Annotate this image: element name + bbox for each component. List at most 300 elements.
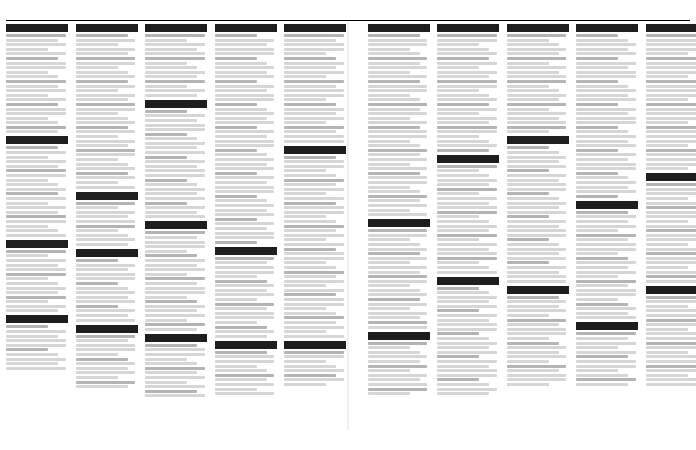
- listing-line: [215, 316, 275, 319]
- listing-line: [576, 225, 636, 228]
- listing-line: [145, 80, 205, 83]
- channel-block: [215, 24, 277, 244]
- listing-line: [437, 328, 497, 331]
- listing-line: [507, 98, 559, 101]
- listing-line: [284, 188, 344, 191]
- listing-line: [507, 266, 567, 269]
- listing-line: [76, 234, 128, 237]
- listing-line: [646, 238, 696, 241]
- listing-line: [507, 248, 567, 251]
- listing-line: [284, 179, 344, 182]
- listing-line: [437, 229, 489, 232]
- listing-line: [76, 202, 136, 205]
- listing-line: [437, 369, 497, 372]
- listing-line: [6, 330, 66, 333]
- listing-line: [646, 243, 688, 246]
- listing-line: [437, 291, 489, 294]
- listing-line: [576, 243, 636, 246]
- listing-line: [76, 273, 136, 276]
- listing-line: [76, 85, 136, 88]
- listing-line: [646, 188, 696, 191]
- listing-line: [368, 153, 420, 156]
- channel-header: [145, 24, 207, 32]
- listing-line: [284, 206, 344, 209]
- channel-header: [507, 136, 569, 144]
- listing-line: [6, 179, 48, 182]
- listing-line: [6, 94, 48, 97]
- listing-line: [215, 43, 267, 46]
- listing-line: [368, 71, 410, 74]
- listing-line: [215, 289, 267, 292]
- listing-line: [284, 378, 344, 381]
- listing-line: [646, 183, 696, 186]
- listing-line: [6, 34, 66, 37]
- listing-line: [507, 117, 559, 120]
- channel-block: [145, 100, 207, 219]
- listing-line: [437, 323, 497, 326]
- listing-line: [284, 66, 336, 69]
- listing-line: [646, 48, 696, 51]
- channel-block: [145, 221, 207, 330]
- listing-line: [437, 108, 497, 111]
- listing-line: [437, 183, 489, 186]
- listing-line: [284, 117, 344, 120]
- listing-line: [576, 332, 636, 335]
- listing-line: [437, 342, 497, 345]
- listing-line: [145, 197, 205, 200]
- listing-line: [437, 117, 497, 120]
- listing-line: [6, 287, 66, 290]
- page-gutter: [347, 22, 349, 430]
- listing-line: [215, 355, 275, 358]
- listing-line: [76, 211, 136, 214]
- listing-line: [215, 312, 275, 315]
- listing-line: [646, 66, 696, 69]
- listing-line: [215, 298, 257, 301]
- listing-line: [576, 337, 628, 340]
- listing-line: [576, 112, 628, 115]
- listing-line: [576, 298, 618, 301]
- listing-line: [145, 300, 197, 303]
- listing-line: [576, 80, 618, 83]
- listing-line: [576, 280, 636, 283]
- listing-line: [576, 94, 628, 97]
- listing-line: [145, 376, 205, 379]
- listing-line: [284, 261, 326, 264]
- listing-line: [646, 323, 696, 326]
- listing-line: [284, 225, 344, 228]
- listing-line: [368, 89, 428, 92]
- listing-line: [145, 323, 205, 326]
- listing-line: [284, 326, 344, 329]
- channel-block: [145, 24, 207, 97]
- listing-line: [507, 271, 559, 274]
- listing-line: [646, 62, 696, 65]
- listing-line: [507, 220, 567, 223]
- listing-line: [284, 140, 344, 143]
- listing-line: [215, 158, 275, 161]
- listing-line: [6, 305, 66, 308]
- listing-line: [507, 169, 549, 172]
- listing-line: [145, 353, 205, 356]
- listing-line: [215, 218, 257, 221]
- channel-block: [368, 24, 430, 216]
- listing-line: [507, 229, 567, 232]
- listing-line: [284, 335, 344, 338]
- listing-line: [368, 392, 410, 395]
- listing-line: [576, 252, 618, 255]
- listing-line: [76, 238, 136, 241]
- listing-line: [437, 66, 479, 69]
- listing-line: [576, 351, 636, 354]
- listing-line: [646, 108, 696, 111]
- listing-line: [507, 112, 567, 115]
- listing-line: [507, 126, 567, 129]
- listing-line: [646, 144, 688, 147]
- channel-header: [145, 334, 207, 342]
- listing-line: [507, 183, 567, 186]
- listing-line: [437, 365, 489, 368]
- listing-line: [507, 103, 567, 106]
- listing-line: [6, 220, 66, 223]
- listing-line: [76, 52, 128, 55]
- listing-line: [145, 268, 205, 271]
- listing-line: [437, 130, 497, 133]
- listing-line: [437, 257, 497, 260]
- listing-line: [437, 287, 479, 290]
- listing-line: [368, 172, 420, 175]
- listing-line: [215, 34, 257, 37]
- listing-line: [437, 57, 489, 60]
- listing-line: [576, 266, 628, 269]
- listing-line: [6, 66, 66, 69]
- listing-line: [437, 271, 497, 274]
- listing-line: [507, 215, 549, 218]
- listing-line: [437, 75, 489, 78]
- listing-line: [284, 52, 326, 55]
- listing-line: [284, 103, 336, 106]
- listing-line: [76, 126, 128, 129]
- listing-line: [507, 151, 559, 154]
- listing-line: [76, 348, 136, 351]
- listing-line: [76, 43, 118, 46]
- listing-line: [76, 167, 136, 170]
- listing-line: [646, 85, 696, 88]
- listing-line: [646, 229, 696, 232]
- listing-line: [6, 264, 58, 267]
- listing-line: [646, 117, 696, 120]
- listing-line: [76, 282, 118, 285]
- listing-line: [576, 275, 618, 278]
- listing-line: [437, 43, 479, 46]
- listing-line: [6, 43, 66, 46]
- listing-line: [145, 151, 205, 154]
- listing-line: [215, 80, 257, 83]
- channel-block: [368, 332, 430, 396]
- listing-line: [6, 48, 48, 51]
- listing-line: [437, 48, 489, 51]
- listing-line: [437, 39, 497, 42]
- listing-line: [6, 268, 66, 271]
- listing-line: [507, 300, 567, 303]
- channel-header: [576, 322, 638, 330]
- listing-line: [6, 98, 66, 101]
- listing-line: [6, 335, 58, 338]
- channel-header: [284, 146, 346, 154]
- listing-line: [646, 89, 696, 92]
- listing-line: [576, 121, 636, 124]
- listing-line: [507, 39, 549, 42]
- listing-line: [646, 39, 696, 42]
- listing-line: [145, 358, 187, 361]
- listing-line: [76, 121, 136, 124]
- listing-line: [215, 140, 275, 143]
- listing-line: [215, 94, 275, 97]
- listing-line: [646, 234, 696, 237]
- listing-line: [576, 190, 636, 193]
- listing-line: [507, 108, 549, 111]
- listing-line: [284, 98, 326, 101]
- listing-line: [6, 108, 66, 111]
- listing-line: [507, 234, 567, 237]
- listing-line: [368, 213, 428, 216]
- listing-line: [76, 225, 136, 228]
- listing-line: [215, 153, 267, 156]
- listing-line: [507, 43, 559, 46]
- listing-line: [6, 367, 66, 370]
- listing-line: [6, 75, 58, 78]
- listing-line: [284, 57, 336, 60]
- listing-line: [646, 206, 696, 209]
- listing-line: [646, 355, 696, 358]
- listing-line: [76, 75, 136, 78]
- listing-line: [76, 296, 128, 299]
- listing-line: [368, 181, 428, 184]
- listing-line: [215, 204, 275, 207]
- listing-line: [145, 245, 205, 248]
- listing-line: [646, 98, 688, 101]
- listing-line: [76, 57, 136, 60]
- listing-line: [76, 140, 136, 143]
- listing-line: [6, 160, 66, 163]
- listing-line: [145, 128, 205, 131]
- listing-line: [576, 342, 636, 345]
- listing-line: [145, 174, 205, 177]
- listing-line: [507, 323, 559, 326]
- listing-line: [145, 385, 205, 388]
- listing-line: [646, 378, 696, 381]
- listing-line: [6, 192, 58, 195]
- listing-line: [284, 257, 344, 260]
- channel-header: [437, 24, 499, 32]
- listing-line: [576, 271, 636, 274]
- listing-line: [215, 149, 257, 152]
- listing-line: [576, 57, 618, 60]
- listing-line: [368, 289, 420, 292]
- listing-line: [368, 342, 428, 345]
- listing-line: [646, 296, 696, 299]
- channel-header: [6, 136, 68, 144]
- listing-line: [145, 296, 187, 299]
- listing-line: [437, 174, 489, 177]
- listing-line: [76, 98, 128, 101]
- listing-line: [6, 254, 48, 257]
- listing-line: [646, 351, 688, 354]
- listing-line: [507, 257, 567, 260]
- listing-line: [215, 48, 275, 51]
- listing-line: [284, 174, 336, 177]
- listing-line: [76, 172, 128, 175]
- listing-line: [437, 355, 479, 358]
- listing-line: [507, 146, 549, 149]
- listing-line: [437, 238, 479, 241]
- listing-line: [437, 337, 489, 340]
- listing-line: [284, 365, 336, 368]
- listing-line: [215, 199, 267, 202]
- listing-line: [437, 392, 489, 395]
- listing-line: [507, 355, 567, 358]
- listing-line: [145, 85, 187, 88]
- channel-header: [76, 192, 138, 200]
- listing-line: [576, 130, 628, 133]
- listing-line: [284, 108, 344, 111]
- listing-line: [646, 130, 696, 133]
- listing-line: [215, 66, 275, 69]
- listing-line: [215, 351, 267, 354]
- listing-line: [145, 206, 205, 209]
- listing-line: [646, 271, 696, 274]
- listing-line: [76, 103, 136, 106]
- listing-line: [437, 140, 489, 143]
- listing-line: [284, 303, 344, 306]
- listing-line: [646, 167, 688, 170]
- channel-block: [646, 173, 696, 282]
- channel-header: [145, 221, 207, 229]
- listing-line: [437, 225, 497, 228]
- listing-line: [6, 62, 66, 65]
- channel-block: [76, 192, 138, 246]
- listing-line: [145, 165, 197, 168]
- listing-line: [646, 383, 696, 386]
- listing-line: [368, 186, 410, 189]
- listing-line: [284, 130, 336, 133]
- listing-line: [368, 257, 428, 260]
- listing-line: [215, 121, 275, 124]
- listing-line: [646, 158, 696, 161]
- listing-line: [507, 57, 567, 60]
- listing-line: [6, 234, 66, 237]
- listing-line: [215, 374, 275, 377]
- listing-line: [215, 190, 275, 193]
- listing-line: [646, 337, 696, 340]
- listing-line: [646, 71, 696, 74]
- listing-line: [6, 250, 66, 253]
- listing-line: [145, 309, 197, 312]
- listing-line: [145, 348, 205, 351]
- listing-line: [576, 211, 628, 214]
- channel-header: [6, 24, 68, 32]
- listing-line: [145, 160, 205, 163]
- listing-line: [646, 257, 696, 260]
- listing-line: [215, 75, 275, 78]
- listing-line: [507, 332, 567, 335]
- listing-line: [507, 174, 567, 177]
- listing-line: [507, 62, 549, 65]
- listing-line: [368, 135, 428, 138]
- channel-block: [507, 136, 569, 282]
- listing-line: [76, 89, 118, 92]
- listing-line: [145, 169, 205, 172]
- channel-header: [368, 219, 430, 227]
- listing-column: [215, 22, 277, 430]
- listing-line: [646, 202, 696, 205]
- listing-line: [145, 48, 197, 51]
- listing-line: [576, 181, 636, 184]
- listing-line: [646, 135, 696, 138]
- listing-line: [646, 309, 696, 312]
- listing-line: [368, 266, 428, 269]
- listing-line: [646, 328, 688, 331]
- listing-line: [576, 220, 628, 223]
- listing-line: [368, 209, 410, 212]
- listing-line: [576, 293, 636, 296]
- listing-line: [368, 199, 420, 202]
- listing-line: [215, 167, 275, 170]
- listing-line: [6, 215, 66, 218]
- listing-line: [284, 243, 344, 246]
- listing-line: [284, 316, 344, 319]
- listing-line: [576, 195, 618, 198]
- listing-line: [145, 146, 197, 149]
- listing-line: [437, 378, 479, 381]
- listing-line: [284, 85, 336, 88]
- listing-line: [145, 142, 205, 145]
- channel-block: [646, 286, 696, 386]
- listing-line: [284, 211, 344, 214]
- listing-line: [576, 103, 618, 106]
- listing-line: [507, 80, 567, 83]
- listing-line: [368, 229, 428, 232]
- channel-header: [6, 240, 68, 248]
- listing-line: [576, 149, 618, 152]
- listing-line: [576, 75, 636, 78]
- listing-line: [507, 156, 567, 159]
- listing-line: [507, 225, 559, 228]
- listing-line: [507, 275, 567, 278]
- channel-block: [284, 146, 346, 338]
- listing-line: [507, 71, 559, 74]
- listing-line: [284, 183, 336, 186]
- channel-block: [215, 341, 277, 395]
- listing-line: [368, 149, 428, 152]
- listing-line: [145, 273, 187, 276]
- listing-line: [6, 348, 48, 351]
- listing-line: [507, 261, 549, 264]
- channel-block: [576, 322, 638, 386]
- listing-line: [437, 360, 497, 363]
- listing-line: [145, 319, 187, 322]
- listing-line: [284, 298, 344, 301]
- channel-header: [576, 201, 638, 209]
- listing-line: [437, 192, 479, 195]
- listing-line: [368, 243, 420, 246]
- listing-line: [368, 355, 428, 358]
- listing-line: [437, 234, 497, 237]
- listing-line: [76, 344, 136, 347]
- listing-line: [646, 94, 696, 97]
- listing-line: [215, 271, 275, 274]
- listing-line: [368, 126, 420, 129]
